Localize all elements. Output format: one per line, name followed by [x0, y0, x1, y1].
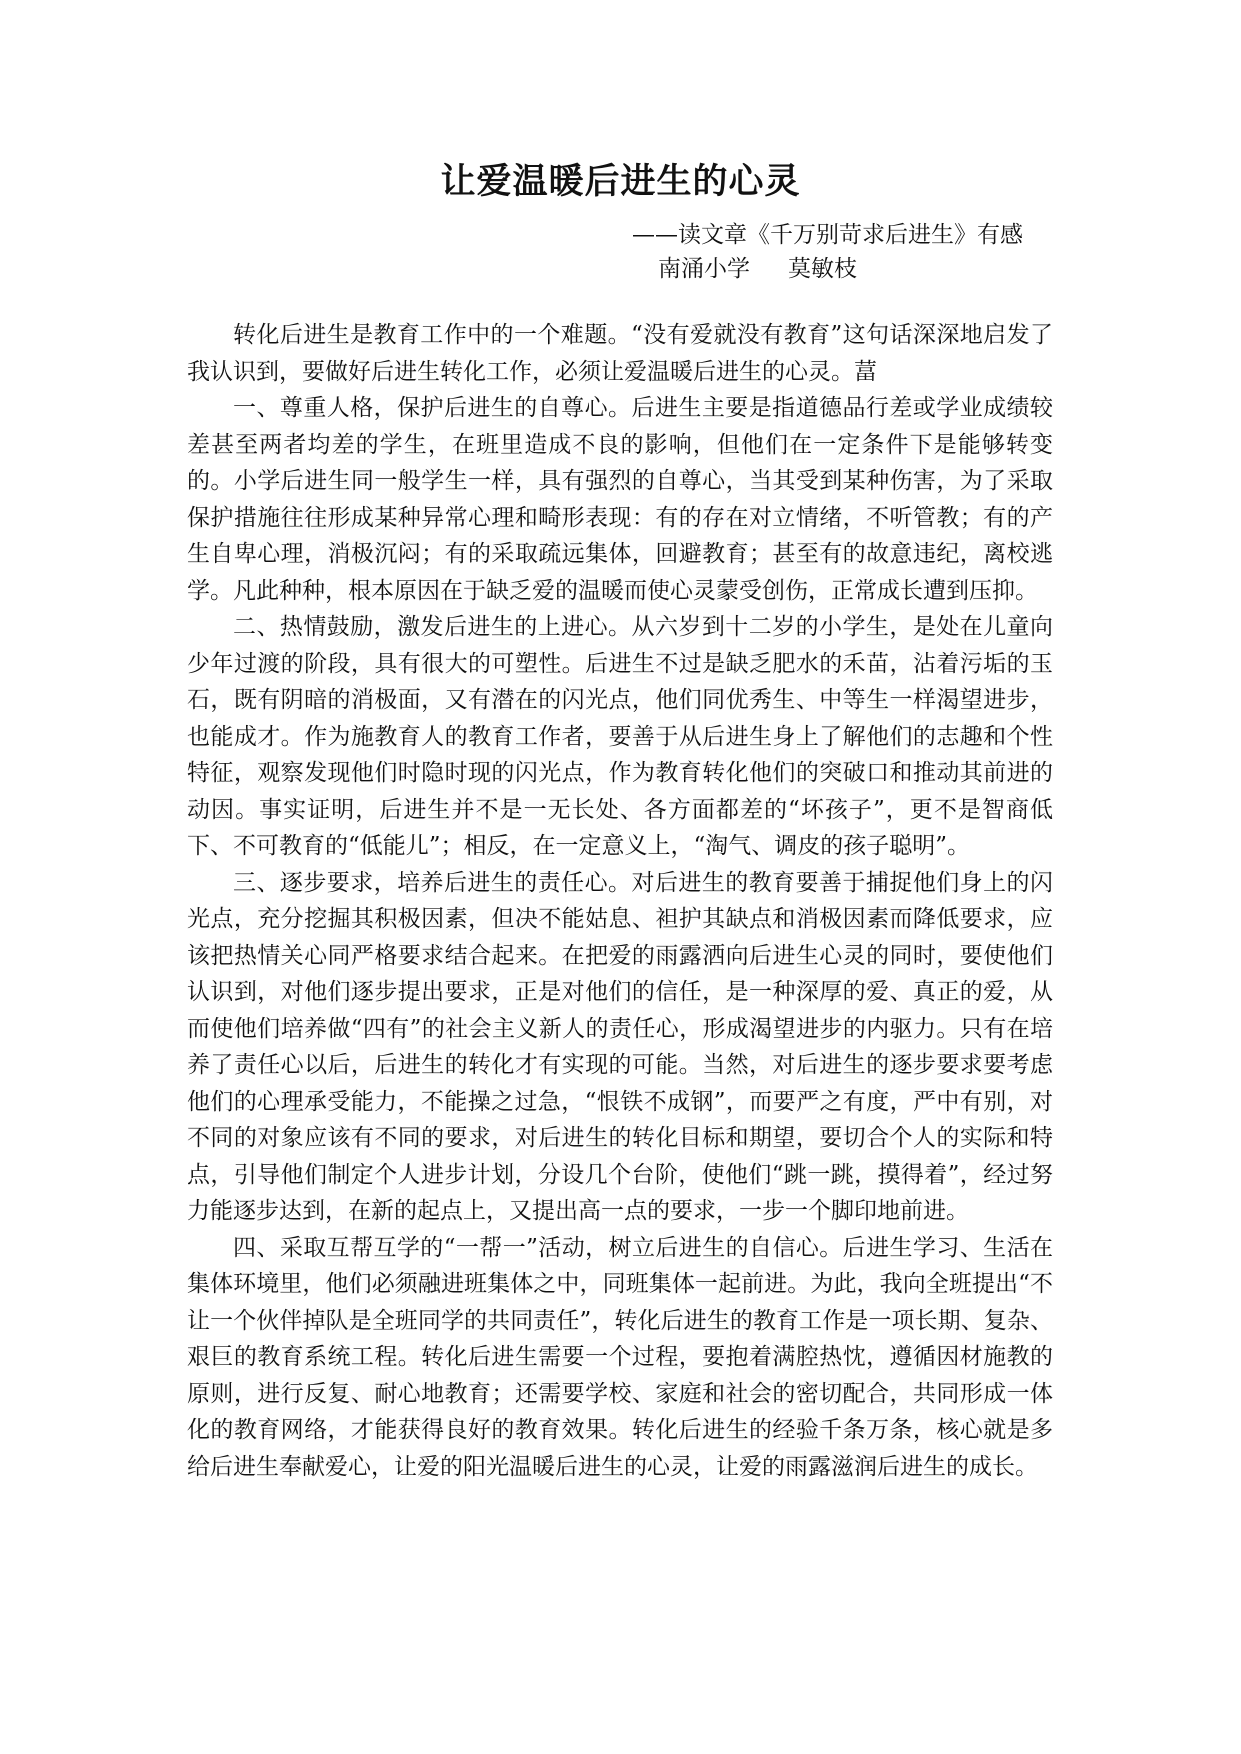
paragraph-section-4: 四、采取互帮互学的“一帮一”活动，树立后进生的自信心。后进生学习、生活在集体环境里，他们必须融进班集体之中，同班集体一起前进。为此，我向全班提出“不让一个伙伴掉队是全班同学的共同责任”，转化后进生的教育工作是一项长期、复杂、艰巨的教育系统工程。转化后进生需要一个过程，要抱着满腔热忱，遵循因材施教的原则，进行反复、耐心地教育；还需要学校、家庭和社会的密切配合，共同形成一体化的教育网络，才能获得良好的教育效果。转化后进生的经验千条万条，核心就是多给后进生奉献爱心，让爱的阳光温暖后进生的心灵，让爱的雨露滋润后进生的成长。 — [187, 1234, 1053, 1480]
document-subtitle: ——读文章《千万别苛求后进生》有感 — [632, 222, 1023, 248]
school-name: 南涌小学 — [658, 256, 750, 282]
author-name: 莫敏枝 — [788, 256, 857, 282]
paragraph-section-3: 三、逐步要求，培养后进生的责任心。对后进生的教育要善于捕捉他们身上的闪光点，充分挖掘其积极因素，但决不能姑息、袒护其缺点和消极因素而降低要求，应该把热情关心同严格要求结合起来。在把爱的雨露洒向后进生心灵的同时，要使他们认识到，对他们逐步提出要求，正是对他们的信任，是一种深厚的爱、真正的爱，从而使他们培养做“四有”的社会主义新人的责任心，形成渴望进步的内驱力。只有在培养了责任心以后，后进生的转化才有实现的可能。当然，对后进生的逐步要求要考虑他们的心理承受能力，不能操之过急，“恨铁不成钢”，而要严之有度，严中有别，对不同的对象应该有不同的要求，对后进生的转化目标和期望，要切合个人的实际和特点，引导他们制定个人进步计划，分设几个台阶，使他们“跳一跳，摸得着”，经过努力能逐步达到，在新的起点上，又提出高一点的要求，一步一个脚印地前进。 — [187, 869, 1053, 1224]
paragraph-section-2: 二、热情鼓励，激发后进生的上进心。从六岁到十二岁的小学生，是处在儿童向少年过渡的阶段，具有很大的可塑性。后进生不过是缺乏肥水的禾苗，沾着污垢的玉石，既有阴暗的消极面，又有潜在的闪光点，他们同优秀生、中等生一样渴望进步，也能成才。作为施教育人的教育工作者，要善于从后进生身上了解他们的志趣和个性特征，观察发现他们时隐时现的闪光点，作为教育转化他们的突破口和推动其前进的动因。事实证明，后进生并不是一无长处、各方面都差的“坏孩子”，更不是智商低下、不可教育的“低能儿”；相反，在一定意义上，“淘气、调皮的孩子聪明”。 — [187, 614, 1053, 859]
article-body — [187, 317, 1053, 1485]
paragraph-intro: 转化后进生是教育工作中的一个难题。“没有爱就没有教育”这句话深深地启发了我认识到，要做好后进生转化工作，必须让爱温暖后进生的心灵。葍 — [187, 322, 1053, 385]
paragraph-section-1: 一、尊重人格，保护后进生的自尊心。后进生主要是指道德品行差或学业成绩较差甚至两者均差的学生，在班里造成不良的影响，但他们在一定条件下是能够转变的。小学后进生同一般学生一样，具有强烈的自尊心，当其受到某种伤害，为了采取保护措施往往形成某种异常心理和畸形表现：有的存在对立情绪，不听管教；有的产生自卑心理，消极沉闷；有的采取疏远集体，回避教育；甚至有的故意违纪，离校逃学。凡此种种，根本原因在于缺乏爱的温暖而使心灵蒙受创伤，正常成长遭到压抑。 — [187, 395, 1053, 604]
document-title: 让爱温暖后进生的心灵 — [440, 162, 801, 202]
byline — [658, 252, 857, 286]
